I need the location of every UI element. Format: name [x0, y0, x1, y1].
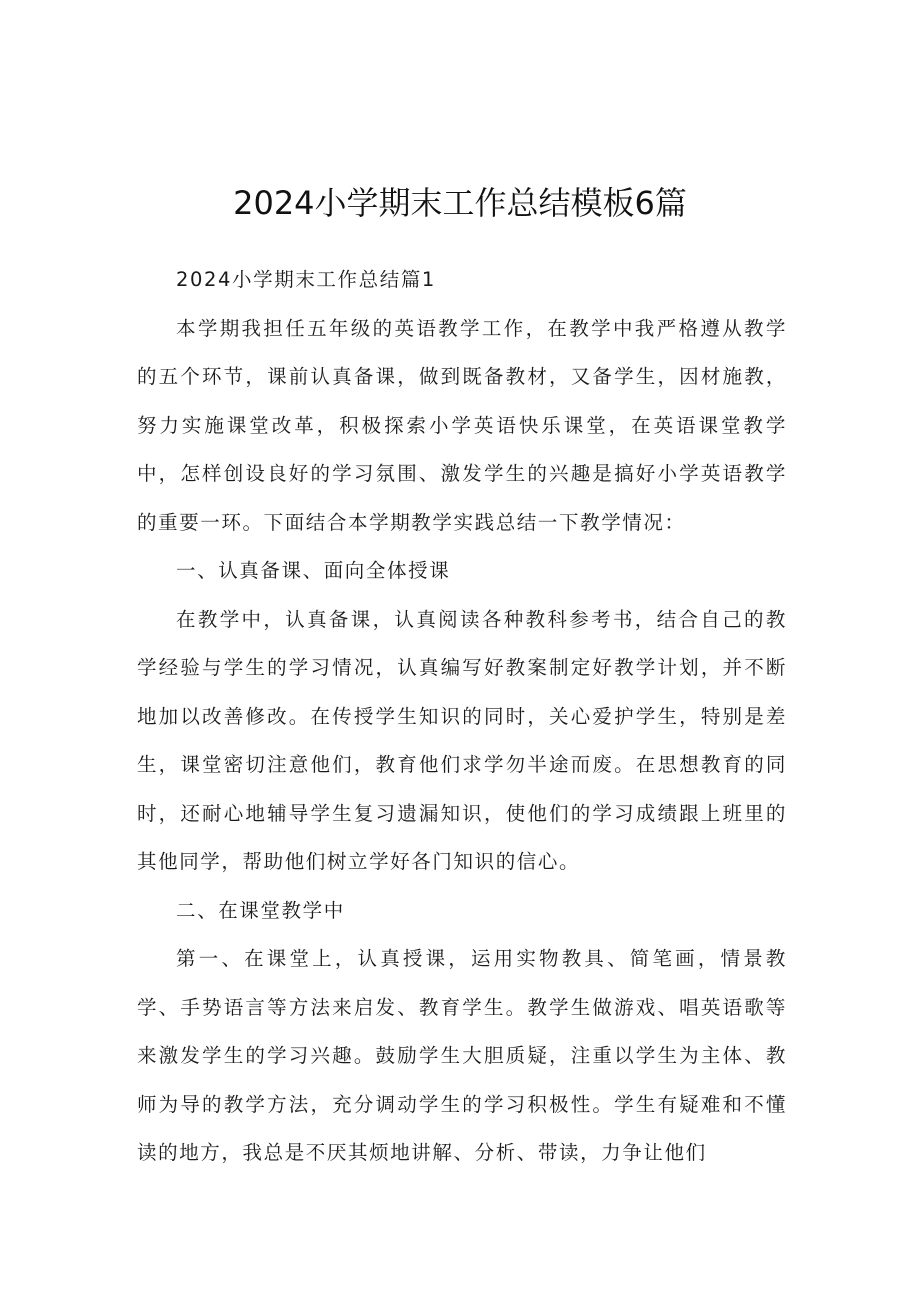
- paragraph-classroom-teaching: 第一、在课堂上，认真授课，运用实物教具、简笔画，情景教学、手势语言等方法来启发、教育学生。教学生做游戏、唱英语歌等来激发学生的学习兴趣。鼓励学生大胆质疑，注重以学生为主体、教师为导的教学方法，充分调动学生的学习积极性。学生有疑难和不懂读的地方，我总是不厌其烦地讲解、分析、带读，力争让他们: [137, 947, 787, 1164]
- document-body: [137, 256, 787, 1178]
- section-heading: 2024小学期末工作总结篇1: [176, 268, 436, 291]
- paragraph-intro: 本学期我担任五年级的英语教学工作，在教学中我严格遵从教学的五个环节，课前认真备课，做到既备教材，又备学生，因材施教，努力实施课堂改革，积极探索小学英语快乐课堂，在英语课堂教学中，怎样创设良好的学习氛围、激发学生的兴趣是搞好小学英语教学的重要一环。下面结合本学期教学实践总结一下教学情况：: [137, 316, 787, 534]
- subheading-prepare-lessons: 一、认真备课、面向全体授课: [176, 559, 451, 582]
- subheading-classroom-teaching: 二、在课堂教学中: [176, 898, 345, 922]
- document-title: 2024小学期末工作总结模板6篇: [233, 184, 687, 223]
- paragraph-prepare-lessons: 在教学中，认真备课，认真阅读各种教科参考书，结合自己的教学经验与学生的学习情况，认真编写好教案制定好教学计划，并不断地加以改善修改。在传授学生知识的同时，关心爱护学生，特别是差生，课堂密切注意他们，教育他们求学勿半途而废。在思想教育的同时，还耐心地辅导学生复习遗漏知识，使他们的学习成绩跟上班里的其他同学，帮助他们树立学好各门知识的信心。: [137, 607, 787, 873]
